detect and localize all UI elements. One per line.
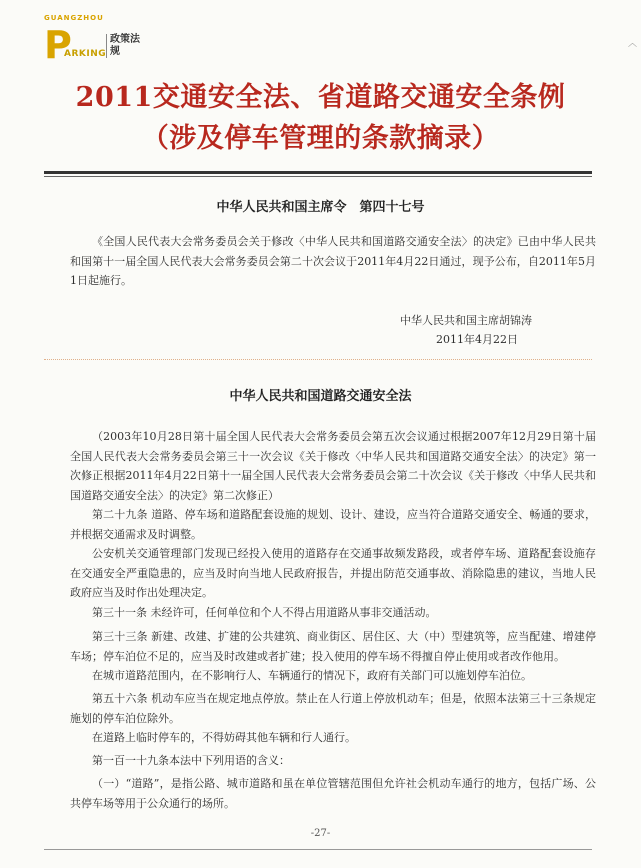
page-number: -27-: [310, 828, 331, 839]
order-heading: 中华人民共和国主席令 第四十七号: [216, 200, 425, 215]
logo-letter: P: [44, 23, 72, 67]
section-category: 政策法规: [110, 34, 140, 57]
law-paragraph: 第三十三条 新建、改建、扩建的公共建筑、商业街区、居住区、大（中）型建筑等，应当配建、增建停车场；停车泊位不足的，应当及时改建或者扩建；投入使用的停车场不得擅自停止使用或者改作他用。: [70, 630, 596, 663]
law-heading: 中华人民共和国道路交通安全法: [229, 389, 412, 404]
logo-divider: [106, 34, 107, 58]
section-divider: [44, 359, 592, 360]
top-rule: [44, 171, 592, 174]
law-paragraph: 第三十一条 未经许可，任何单位和个人不得占用道路从事非交通活动。: [92, 606, 437, 619]
scroll-up-icon[interactable]: ︿: [627, 39, 637, 49]
logo: [44, 14, 154, 67]
law-paragraph: （2003年10月28日第十届全国人民代表大会常务委员会第五次会议通过根据2007年12月29日第十届全国人民代表大会常务委员会第三十一次会议《关于修改〈中华人民共和国道路交通安全法〉的决定》第一次修正根据2011年4月22日第十一届全国人民代表大会常务委员会第二十次会议《关于修改〈中华人民共和国道路交通安全法〉的决定》第二次修正）: [70, 430, 596, 502]
law-paragraph: 第一百一十九条本法中下列用语的含义：: [92, 754, 290, 767]
law-paragraph: 第二十九条 道路、停车场和道路配套设施的规划、设计、建设，应当符合道路交通安全、畅通的要求，并根据交通需求及时调整。: [70, 508, 596, 541]
order-body: 《全国人民代表大会常务委员会关于修改〈中华人民共和国道路交通安全法〉的决定》已由中华人民共和国第十一届全国人民代表大会常务委员会第二十次会议于2011年4月22日通过，现予公布，自2011年5月1日起施行。: [70, 235, 596, 287]
logo-word: ARKING: [64, 49, 107, 59]
order-signer: 中华人民共和国主席胡锦涛: [400, 314, 532, 327]
law-paragraph: 公安机关交通管理部门发现已经投入使用的道路存在交通事故频发路段，或者停车场、道路配套设施存在交通安全严重隐患的，应当及时向当地人民政府报告，并提出防范交通事故、消除隐患的建议，当地人民政府应当及时作出处理决定。: [70, 547, 596, 599]
top-rule-thin: [44, 176, 592, 177]
logo-arc-text: GUANGZHOU: [44, 14, 104, 22]
order-date: 2011年4月22日: [436, 333, 518, 346]
law-paragraph: 在城市道路范围内，在不影响行人、车辆通行的情况下，政府有关部门可以施划停车泊位。: [92, 669, 532, 682]
bottom-rule: [44, 849, 592, 850]
page-title-line2: （涉及停车管理的条款摘录）: [141, 123, 500, 154]
law-paragraph: （一）“道路”，是指公路、城市道路和虽在单位管辖范围但允许社会机动车通行的地方，包括广场、公共停车场等用于公众通行的场所。: [70, 777, 596, 810]
page-title-line1: 2011交通安全法、省道路交通安全条例: [75, 82, 566, 113]
law-paragraph: 第五十六条 机动车应当在规定地点停放。禁止在人行道上停放机动车；但是，依照本法第三十三条规定施划的停车泊位除外。: [70, 692, 596, 725]
law-paragraph: 在道路上临时停车的，不得妨碍其他车辆和行人通行。: [92, 731, 356, 744]
